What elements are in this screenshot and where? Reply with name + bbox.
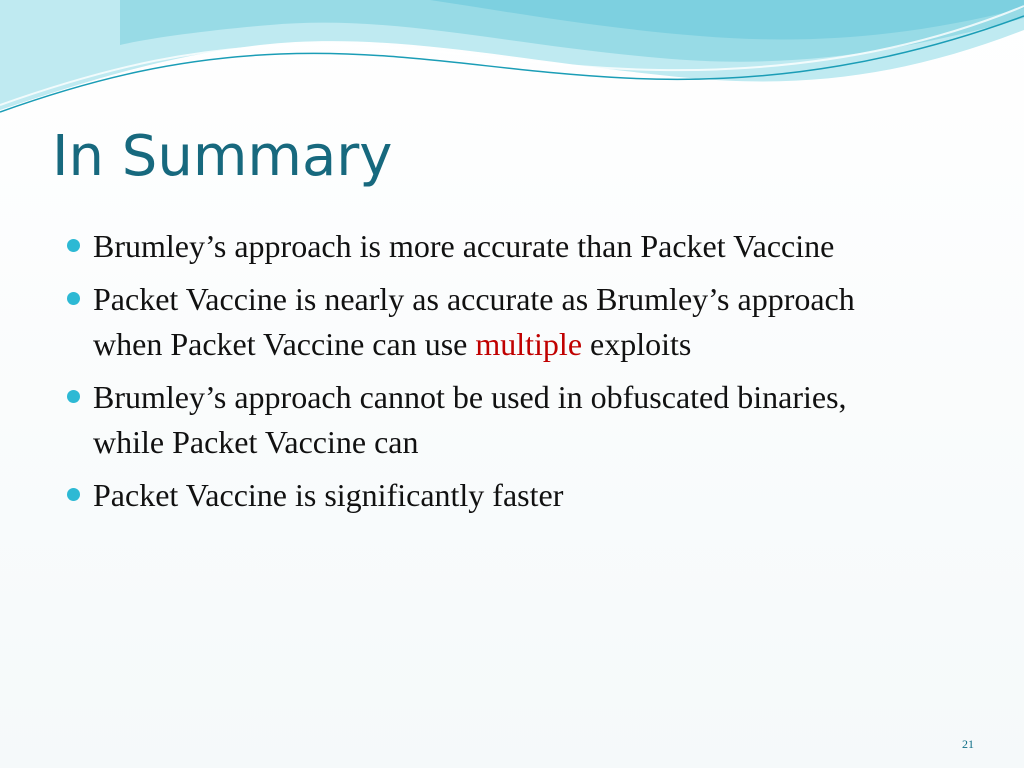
highlighted-word: multiple: [475, 326, 583, 362]
bullet-text-before-highlight: Packet Vaccine is nearly as accurate as Brumley’s approach when Packet Vaccine can use: [93, 281, 855, 362]
bullet-item: [64, 375, 904, 465]
page-number: 21: [962, 737, 974, 751]
bullet-text: Brumley’s approach cannot be used in obfuscated binaries, while Packet Vaccine can: [93, 379, 847, 460]
slide-title: In Summary: [52, 124, 393, 189]
bullet-icon: [67, 390, 80, 403]
bullet-list: [64, 224, 904, 526]
bullet-text: Packet Vaccine is significantly faster: [93, 477, 564, 513]
bullet-text: Brumley’s approach is more accurate than Packet Vaccine: [93, 228, 835, 264]
bullet-icon: [67, 239, 80, 252]
bullet-icon: [67, 292, 80, 305]
bullet-item: [64, 277, 904, 367]
header-wave-decoration: [0, 0, 1024, 120]
bullet-item: [64, 224, 904, 269]
bullet-text-after-highlight: exploits: [582, 326, 692, 362]
bullet-item: [64, 473, 904, 518]
bullet-icon: [67, 488, 80, 501]
